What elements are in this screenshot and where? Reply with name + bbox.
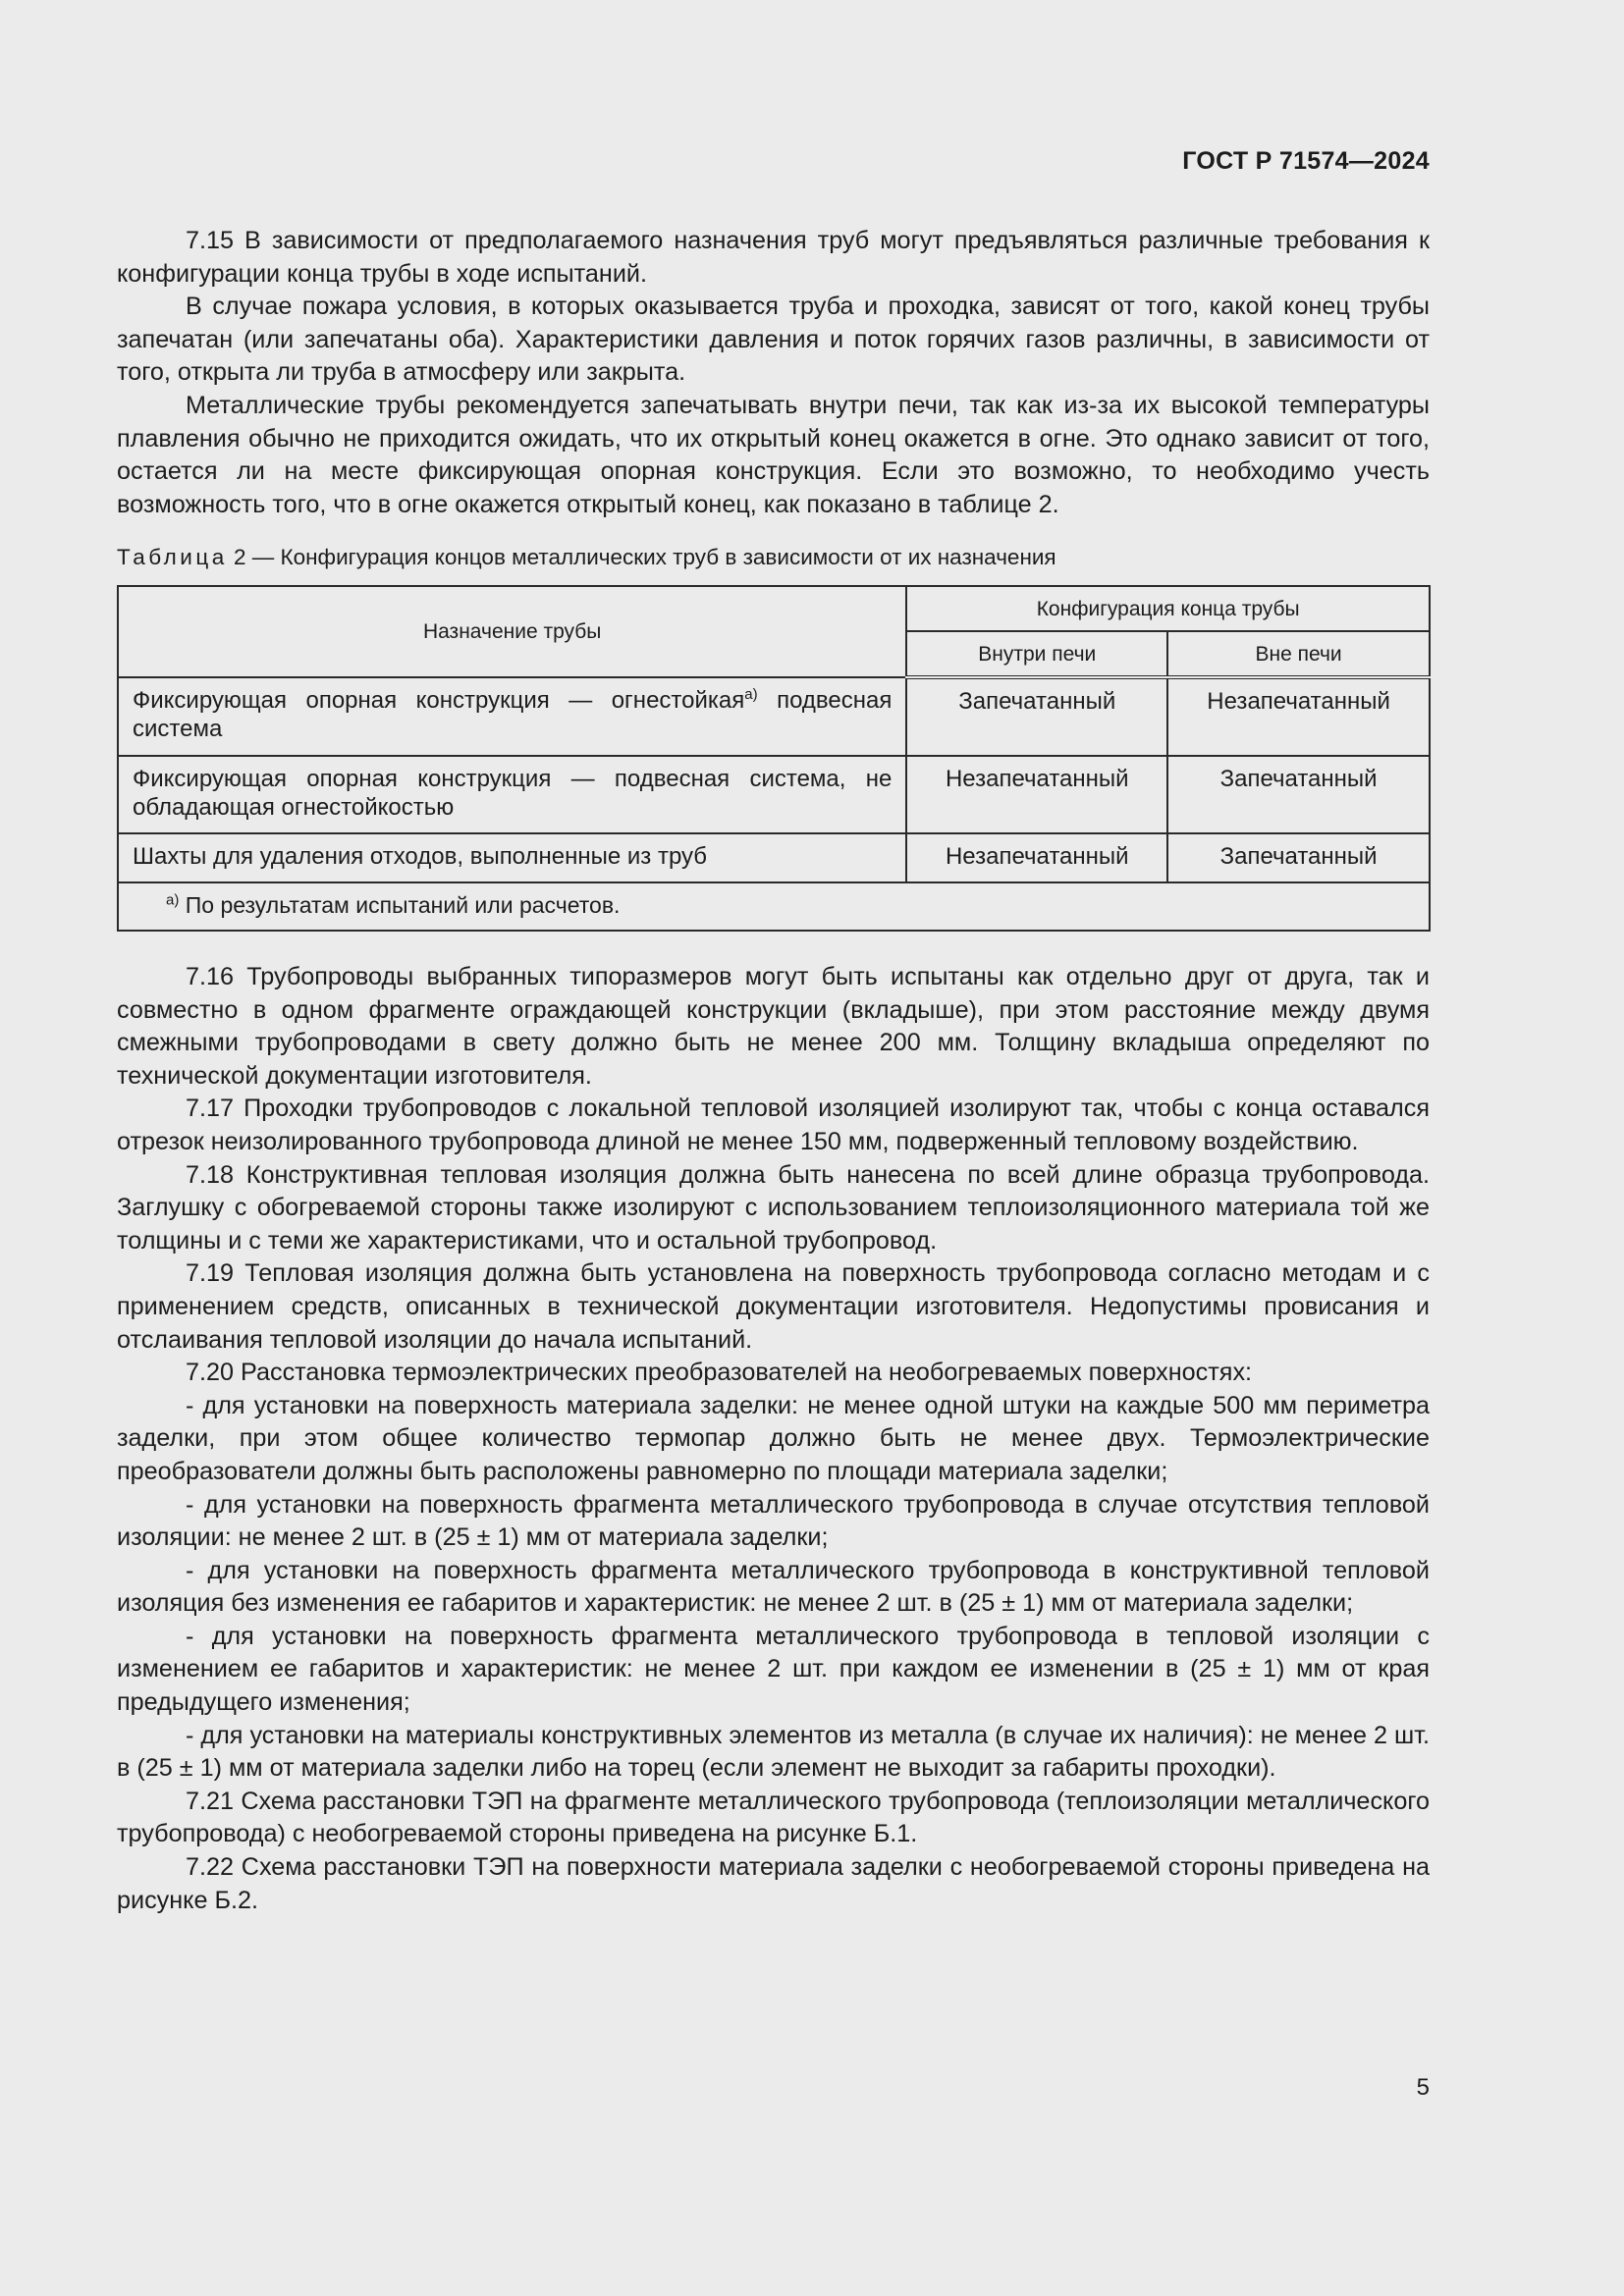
clause-7-22: 7.22 Схема расстановки ТЭП на поверхности материала заделки с необогреваемой стороны приведена на рисунке Б.2.: [117, 1853, 1430, 1914]
paragraph-metal-pipes: Металлические трубы рекомендуется запечатывать внутри печи, так как из-за их высокой температуры плавления обычно не приходится ожидать, что их открытый конец окажется в огне. Это однако зависит от того, остается ли на месте фиксирующая опорная конструкция. Если это возможно, то необходимо учесть возможность того, что в огне окажется открытый конец, как показано в таблице 2.: [117, 391, 1430, 518]
cell-purpose-text-cont: подвесная система: [133, 687, 893, 742]
cell-inside: Незапечатанный: [906, 756, 1167, 833]
footnote-marker: а): [166, 891, 180, 909]
cell-purpose: Фиксирующая опорная конструкция — подвесная система, не обладающая огнестойкостью: [118, 756, 906, 833]
footnote-text: По результатам испытаний или расчетов.: [179, 892, 621, 918]
clause-7-15: 7.15 В зависимости от предполагаемого назначения труб могут предъявляться различные требования к конфигурации конца трубы в ходе испытаний.: [117, 227, 1430, 288]
document-designation: ГОСТ Р 71574—2024: [1182, 147, 1430, 175]
table-row: [118, 677, 1430, 756]
paragraph-fire-conditions: В случае пожара условия, в которых оказывается труба и проходка, зависят от того, какой конец трубы запечатан (или запечатаны оба). Характеристики давления и поток горячих газов различны, в зависимости от того, открыта ли труба в атмосферу или закрыта.: [117, 293, 1430, 387]
clause-7-16: 7.16 Трубопроводы выбранных типоразмеров могут быть испытаны как отдельно друг от друга, так и совместно в одном фрагменте ограждающей конструкции (вкладыше), при этом расстояние между двумя смежными трубопроводами в свету должно быть не менее 200 мм. Толщину вкладыша определяют по технической документации изготовителя.: [117, 963, 1430, 1090]
clause-7-21: 7.21 Схема расстановки ТЭП на фрагменте металлического трубопровода (теплоизоляции металлического трубопровода) с необогреваемой стороны приведена на рисунке Б.1.: [117, 1787, 1430, 1848]
table-footnote-row: [118, 882, 1430, 931]
header-end-configuration: Конфигурация конца трубы: [906, 586, 1430, 631]
clause-7-19: 7.19 Тепловая изоляция должна быть установлена на поверхность трубопровода согласно методам и с применением средств, описанных в технической документации изготовителя. Недопустимы провисания и отслаивания тепловой изоляции до начала испытаний.: [117, 1259, 1430, 1354]
list-item: - для установки на материалы конструктивных элементов из металла (в случае их наличия): не менее 2 шт. в (25 ± 1) мм от материала заделки либо на торец (если элемент не выходит за габариты проходки).: [117, 1721, 1430, 1783]
list-item: - для установки на поверхность фрагмента металлического трубопровода в конструктивной тепловой изоляция без изменения ее габаритов и характеристик: не менее 2 шт. в (25 ± 1) мм от материала заделки;: [117, 1556, 1430, 1618]
header-inside-furnace: Внутри печи: [906, 631, 1167, 677]
page-number: 5: [1416, 2074, 1430, 2101]
table-row: [118, 833, 1430, 882]
cell-outside: Запечатанный: [1167, 833, 1430, 882]
cell-inside: Незапечатанный: [906, 833, 1167, 882]
list-item: - для установки на поверхность фрагмента металлического трубопровода в случае отсутствия тепловой изоляции: не менее 2 шт. в (25 ± 1) мм от материала заделки;: [117, 1490, 1430, 1552]
clauses-section: [117, 961, 1430, 1917]
clause-7-20: 7.20 Расстановка термоэлектрических преобразователей на необогреваемых поверхностях:: [186, 1359, 1253, 1387]
pipe-end-configuration-table: [117, 585, 1431, 932]
cell-inside: Запечатанный: [906, 677, 1167, 756]
cell-outside: Незапечатанный: [1167, 677, 1430, 756]
header-pipe-purpose: Назначение трубы: [118, 586, 906, 677]
cell-outside: Запечатанный: [1167, 756, 1430, 833]
clause-7-18: 7.18 Конструктивная тепловая изоляция должна быть нанесена по всей длине образца трубопровода. Заглушку с обогреваемой стороны также изолируют с использованием теплоизоляционного материала той же толщины и с теми же характеристиками, что и остальной трубопровод.: [117, 1160, 1430, 1255]
table-footnote: [118, 882, 1430, 931]
cell-purpose-text: Фиксирующая опорная конструкция — огнестойкая: [133, 687, 745, 714]
table-row: [118, 756, 1430, 833]
cell-purpose: [118, 677, 906, 756]
intro-section: [117, 225, 1430, 521]
list-item: - для установки на поверхность материала заделки: не менее одной штуки на каждые 500 мм периметра заделки, при этом общее количество термопар должно быть не менее двух. Термоэлектрические преобразователи должны быть расположены равномерно по площади материала заделки;: [117, 1391, 1430, 1485]
table-caption-text: 2 — Конфигурация концов металлических труб в зависимости от их назначения: [234, 545, 1056, 569]
cell-purpose: Шахты для удаления отходов, выполненные из труб: [118, 833, 906, 882]
list-item: - для установки на поверхность фрагмента металлического трубопровода в тепловой изоляции с изменением ее габаритов и характеристик: не менее 2 шт. при каждом ее изменении в (25 ± 1) мм от края предыдущего изменения;: [117, 1622, 1430, 1717]
table-caption: [117, 543, 1056, 572]
footnote-marker: а): [744, 686, 758, 703]
table-caption-label: Таблица: [117, 545, 228, 569]
header-outside-furnace: Вне печи: [1167, 631, 1430, 677]
clause-7-17: 7.17 Проходки трубопроводов с локальной тепловой изоляцией изолируют так, чтобы с конца оставался отрезок неизолированного трубопровода длиной не менее 150 мм, подверженный тепловому воздействию.: [117, 1095, 1430, 1155]
